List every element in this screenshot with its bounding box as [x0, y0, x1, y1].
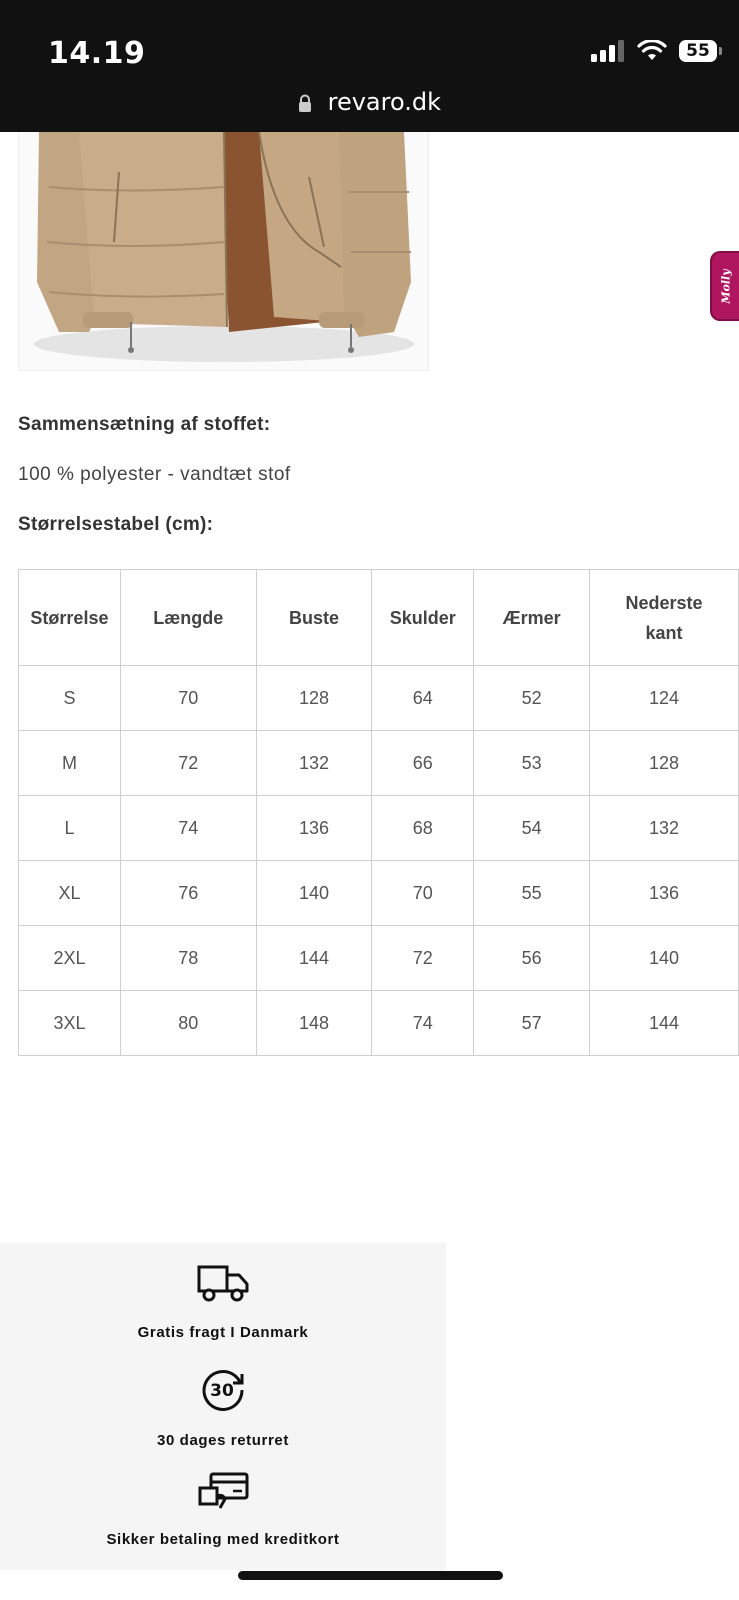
table-row [19, 991, 739, 1056]
table-cell: 3XL [19, 991, 121, 1056]
truck-icon [197, 1265, 249, 1303]
table-cell: M [19, 731, 121, 796]
lock-icon [298, 94, 312, 112]
table-cell: 74 [120, 796, 256, 861]
table-row [19, 731, 739, 796]
table-cell: 80 [120, 991, 256, 1056]
table-cell: 56 [474, 926, 590, 991]
credit-card-icon [197, 1472, 249, 1512]
fabric-text: 100 % polyester - vandtæt stof [18, 464, 291, 485]
trust-features [0, 1243, 446, 1570]
product-image[interactable] [18, 132, 429, 371]
table-cell: 132 [256, 731, 372, 796]
size-table-heading: Størrelsestabel (cm): [18, 514, 214, 535]
table-cell: 124 [590, 666, 739, 731]
table-cell: 144 [256, 926, 372, 991]
chat-widget-label: Molly [720, 268, 734, 304]
battery-indicator: 55 [679, 40, 717, 62]
table-cell: 66 [372, 731, 474, 796]
table-cell: 76 [120, 861, 256, 926]
return-30-icon-text: 30 [210, 1381, 234, 1401]
table-cell: 136 [256, 796, 372, 861]
table-cell: 74 [372, 991, 474, 1056]
table-header-row [19, 570, 739, 666]
table-cell: 148 [256, 991, 372, 1056]
feature-free-shipping [0, 1265, 446, 1341]
table-cell: 140 [256, 861, 372, 926]
column-header: Længde [120, 570, 256, 666]
table-cell: 53 [474, 731, 590, 796]
column-header: Skulder [372, 570, 474, 666]
table-cell: 57 [474, 991, 590, 1056]
table-cell: XL [19, 861, 121, 926]
table-cell: 70 [120, 666, 256, 731]
size-table [18, 569, 739, 1056]
feature-label: Sikker betaling med kreditkort [106, 1531, 340, 1548]
feature-label: 30 dages returret [157, 1432, 289, 1449]
column-header: Ærmer [474, 570, 590, 666]
table-cell: 72 [372, 926, 474, 991]
column-header: Buste [256, 570, 372, 666]
return-30-icon [200, 1367, 246, 1413]
table-cell: 132 [590, 796, 739, 861]
table-cell: 140 [590, 926, 739, 991]
table-cell: 54 [474, 796, 590, 861]
url-text: revaro.dk [327, 88, 442, 116]
table-cell: 72 [120, 731, 256, 796]
status-icons [591, 40, 717, 62]
clock: 14.19 [48, 36, 146, 71]
column-header: Størrelse [19, 570, 121, 666]
table-cell: S [19, 666, 121, 731]
jacket-illustration [19, 132, 428, 370]
table-cell: 128 [256, 666, 372, 731]
table-cell: 136 [590, 861, 739, 926]
browser-status-bar [0, 0, 739, 132]
chat-widget-tab[interactable] [710, 251, 739, 321]
table-row [19, 796, 739, 861]
table-cell: 144 [590, 991, 739, 1056]
wifi-icon [637, 40, 667, 62]
home-indicator[interactable] [238, 1571, 503, 1580]
table-row [19, 926, 739, 991]
table-row [19, 861, 739, 926]
table-cell: L [19, 796, 121, 861]
table-cell: 64 [372, 666, 474, 731]
signal-icon [591, 40, 625, 62]
table-cell: 68 [372, 796, 474, 861]
table-cell: 78 [120, 926, 256, 991]
table-cell: 52 [474, 666, 590, 731]
feature-secure-payment [0, 1472, 446, 1548]
column-header: Nederste kant [590, 570, 739, 666]
fabric-heading: Sammensætning af stoffet: [18, 414, 271, 435]
feature-returns [0, 1367, 446, 1449]
table-row [19, 666, 739, 731]
table-cell: 2XL [19, 926, 121, 991]
table-cell: 55 [474, 861, 590, 926]
table-cell: 128 [590, 731, 739, 796]
feature-label: Gratis fragt I Danmark [137, 1324, 309, 1341]
table-cell: 70 [372, 861, 474, 926]
address-bar[interactable] [0, 88, 739, 116]
